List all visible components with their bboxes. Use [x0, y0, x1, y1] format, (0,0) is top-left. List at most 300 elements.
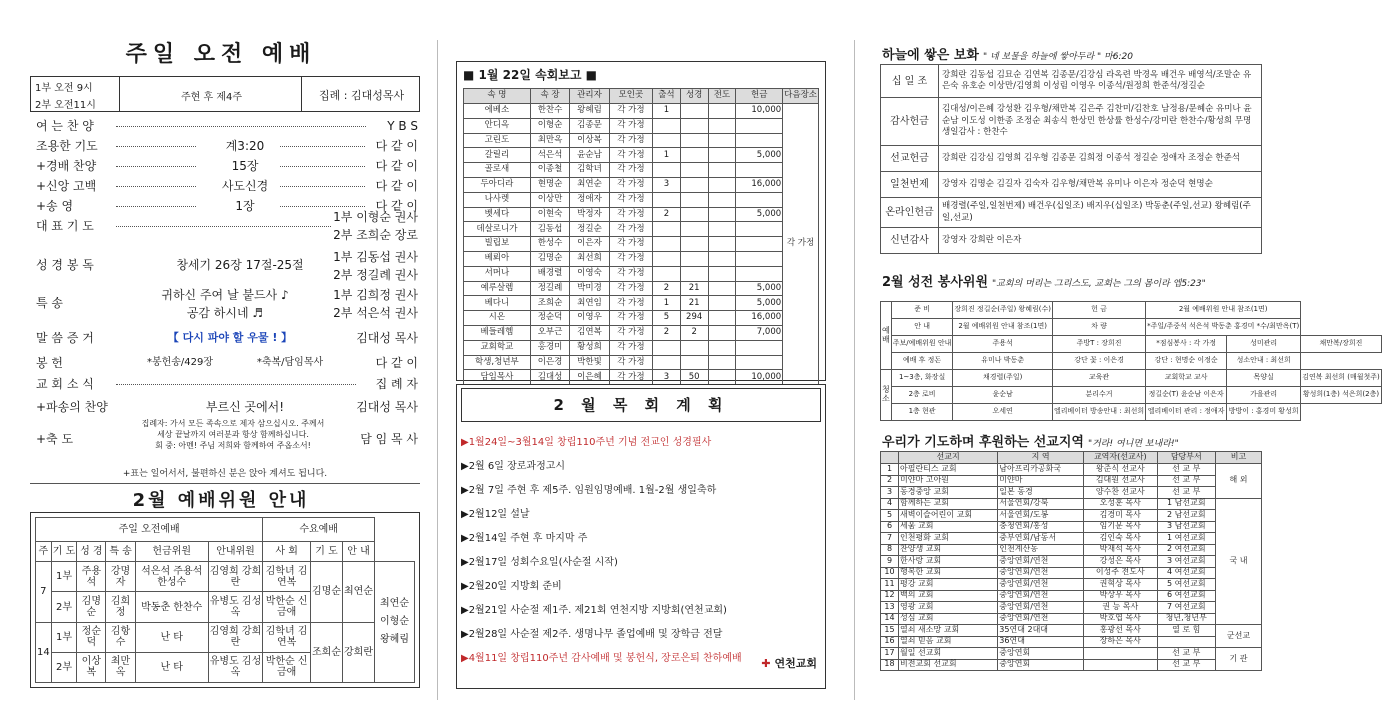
duty-cell: 1부 [51, 562, 77, 592]
duty-cell: 2부 [51, 652, 77, 682]
duty-cell: 박동춘 한찬수 [135, 592, 208, 622]
service-cell: 성미관리 [1227, 336, 1301, 353]
cell-value [736, 266, 783, 281]
service-cell: 교회학교 교사 [1146, 370, 1227, 387]
mission-cell: 5 [881, 510, 899, 522]
cell-value: 고린도 [464, 133, 531, 148]
mission-cell: 1 여선교회 [1157, 533, 1215, 545]
mission-cell: 권혁상 목사 [1084, 579, 1158, 591]
treasure-row [881, 228, 1262, 254]
cell-value [708, 118, 736, 133]
service-row [881, 404, 1382, 421]
cell-value: 이은경 [530, 355, 569, 370]
mission-cell: 선 교 부 [1157, 487, 1215, 499]
service-cell: 목양실 [1227, 370, 1301, 387]
service-cell: *점심봉사 : 각 가정 [1146, 336, 1227, 353]
mission-cell: 장하은 목사 [1084, 636, 1158, 648]
cell-value: 박한빛 [570, 355, 609, 370]
cell-value: 최만옥 [530, 133, 569, 148]
special-song-row: 특 송 귀하신 주여 날 붙드사 ♪ 공감 하시네 ♬ 1부 김희정 권사 2부 석은석 권사 [36, 288, 418, 320]
cell-row [464, 118, 819, 133]
cell-value: 에베소 [464, 104, 531, 119]
cell-value: 이은혜 [570, 370, 609, 385]
mission-cell: 평강 교회 [899, 579, 998, 591]
mission-cell: 강성은 목사 [1084, 556, 1158, 568]
cell-value: 최연임 [570, 296, 609, 311]
mission-cell: 세움 교회 [899, 521, 998, 533]
cell-table [463, 88, 819, 385]
mission-cell: 4 [881, 498, 899, 510]
cell-row [464, 177, 819, 192]
time-1: 1부 오전 9시 [35, 83, 93, 94]
cell-value: 각 가정 [609, 237, 652, 252]
treasure-label: 온라인헌금 [881, 198, 939, 228]
service-row [881, 336, 1382, 353]
cell-row [464, 340, 819, 355]
mission-row [881, 544, 1262, 556]
duty-col-header: 기 도 [311, 542, 343, 562]
cell-value: 예루살렘 [464, 281, 531, 296]
cell-row [464, 192, 819, 207]
treasure-label: 감사헌금 [881, 98, 939, 146]
mission-cell: 청년,청년부 [1157, 613, 1215, 625]
cell-value: 2 [680, 325, 708, 340]
cell-value: 각 가정 [609, 118, 652, 133]
cell-value: 황성희 [570, 340, 609, 355]
offering-row: 봉 헌 *봉헌송/429장 *축복/담임목사 다 같 이 [36, 356, 418, 370]
cell-value: 각 가정 [609, 163, 652, 178]
treasure-label: 선교헌금 [881, 146, 939, 172]
cell-value [653, 163, 681, 178]
service-table [880, 301, 1382, 421]
cell-value [708, 222, 736, 237]
order-leader: 다 같 이 [375, 199, 418, 213]
mission-cell: 9 [881, 556, 899, 568]
cell-value [708, 207, 736, 222]
mission-col-header [881, 452, 899, 464]
duty-cell: 2부 [51, 592, 77, 622]
service-row [881, 387, 1382, 404]
cell-value: 정순덕 [530, 311, 569, 326]
cell-report-box [456, 61, 826, 381]
cell-value: 각 가정 [609, 296, 652, 311]
service-cell: 주방T : 장희진 [1052, 336, 1145, 353]
cell-value: 이영우 [570, 311, 609, 326]
cell-value: 데살로니가 [464, 222, 531, 237]
cell-value: 현명순 [530, 177, 569, 192]
mission-row [881, 498, 1262, 510]
cell-value: 배경렬 [530, 266, 569, 281]
cell-value: 윤순남 [570, 148, 609, 163]
duty-cell: 최연순 이형순 왕혜림 [375, 562, 415, 683]
mission-cell: 13 [881, 602, 899, 614]
mission-cell: 4 여선교회 [1157, 567, 1215, 579]
mission-cell: 왕준식 선교사 [1084, 464, 1158, 476]
mission-cell: 행복한 교회 [899, 567, 998, 579]
order-label: 조용한 기도 [36, 139, 98, 153]
treasure-names: 강영자 김명순 김길자 김숙자 김우형/채만복 유미나 이은자 정순덕 현명순 [939, 172, 1262, 198]
treasure-label: 신년감사 [881, 228, 939, 254]
cell-value: 최선희 [570, 251, 609, 266]
prayer-row: 대 표 기 도 1부 이형순 권사 2부 조희순 장로 [36, 210, 418, 242]
order-label: +신앙 고백 [36, 179, 97, 193]
treasure-names: 강영자 강희란 이은자 [939, 228, 1262, 254]
cell-value [680, 163, 708, 178]
mission-row [881, 464, 1262, 476]
cell-value: 베다니 [464, 296, 531, 311]
cell-value [680, 148, 708, 163]
cell-value [708, 266, 736, 281]
cell-row [464, 222, 819, 237]
cell-value [680, 192, 708, 207]
mission-cell: 한사랑 교회 [899, 556, 998, 568]
worship-title: 주일 오전 예배 [125, 42, 317, 67]
mission-note: 해 외 [1216, 464, 1262, 499]
order-leader: 다 같 이 [375, 179, 418, 193]
mission-cell: 10 [881, 567, 899, 579]
mission-cell: 중부연회/남동서 [998, 533, 1084, 545]
cell-value: 각 가정 [609, 325, 652, 340]
treasure-box [880, 64, 1262, 254]
service-cell: 1층 현관 [891, 404, 953, 421]
duty-col-header: 안 내 [342, 542, 374, 562]
cell-value: 2 [653, 325, 681, 340]
mission-cell: 중앙연회/연천 [998, 613, 1084, 625]
service-cell: 2층 로비 [891, 387, 953, 404]
mission-cell: 박재석 목사 [1084, 544, 1158, 556]
cell-value: 골로새 [464, 163, 531, 178]
cell-value: 이상만 [530, 192, 569, 207]
cell-value: 각 가정 [609, 192, 652, 207]
cell-row [464, 207, 819, 222]
cell-value: 김연복 [570, 325, 609, 340]
officiant: 집례 : 김대성목사 [319, 89, 405, 102]
service-row [881, 302, 1382, 319]
duty-row [36, 562, 415, 592]
duty-col-header: 안내위원 [208, 542, 263, 562]
duty-cell: 박한순 신금애 [263, 592, 311, 622]
service-cell: 헌 금 [1052, 302, 1145, 319]
cell-value [708, 311, 736, 326]
cell-value [708, 177, 736, 192]
mission-cell: 박호엽 목사 [1084, 613, 1158, 625]
cell-value [680, 133, 708, 148]
time-2: 2부 오전11시 [35, 100, 96, 111]
cell-value [708, 355, 736, 370]
service-cell: 분리수거 [1052, 387, 1145, 404]
cell-col-header: 다음장소 [783, 89, 819, 104]
cell-value [708, 281, 736, 296]
service-row [881, 353, 1382, 370]
cell-row [464, 325, 819, 340]
duty-cell: 김학녀 김연복 [263, 622, 311, 652]
cell-value: 교회학교 [464, 340, 531, 355]
cell-value: 박정자 [570, 207, 609, 222]
cell-row [464, 266, 819, 281]
mission-cell: 중앙연회 [998, 659, 1084, 671]
mission-cell [1157, 636, 1215, 648]
service-cell: 채경렬(주일) [953, 370, 1053, 387]
service-cell: 차 량 [1052, 319, 1145, 336]
cell-report-title: ■ 1월 22일 속회보고 ■ [463, 68, 597, 82]
plan-item: ▶4월11일 창립110주년 감사예배 및 봉헌식, 장로은퇴 찬하예배 [461, 653, 742, 664]
mission-cell: 찬양생 교회 [899, 544, 998, 556]
service-row [881, 370, 1382, 387]
cell-value: 이은자 [570, 237, 609, 252]
cell-value [736, 237, 783, 252]
duty-cell: 김학녀 김연복 [263, 562, 311, 592]
mission-col-header: 비고 [1216, 452, 1262, 464]
cell-value [736, 251, 783, 266]
duty-cell: 정순덕 [77, 622, 106, 652]
mission-cell: 박상우 목사 [1084, 590, 1158, 602]
plan-item: ▶2월17일 성회수요일(사순절 시작) [461, 557, 618, 568]
cell-value: 5,000 [736, 148, 783, 163]
mission-cell: 6 여선교회 [1157, 590, 1215, 602]
cell-value: 5,000 [736, 281, 783, 296]
cell-value [708, 296, 736, 311]
mission-cell: 3 [881, 487, 899, 499]
duty-cell: 김명순 [77, 592, 106, 622]
service-cell: *주일/주중석 석은석 박동춘 홍경미 *수/최만옥(T) [1146, 319, 1301, 336]
footnote: +표는 일어서서, 불편하신 분은 앉아 계셔도 됩니다. [122, 469, 328, 479]
cell-value: 김종문 [570, 118, 609, 133]
cell-value [680, 266, 708, 281]
cell-value: 5,000 [736, 296, 783, 311]
cell-value [680, 340, 708, 355]
cell-value [708, 325, 736, 340]
mission-cell: 미얀마 고아원 [899, 475, 998, 487]
cell-value: 2 [653, 281, 681, 296]
news-row: 교 회 소 식 집 례 자 [36, 377, 418, 391]
service-cell: 2월 예배위원 안내 참조(1면) [1146, 302, 1301, 319]
cell-value: 10,000 [736, 370, 783, 385]
cell-value: 3 [653, 177, 681, 192]
benediction-row: +축 도 집례자: 가서 모든 족속으로 제자 삼으십시오. 주께서 세상 끝날까지 여러분과 항상 함께하십니다. 회 중: 아멘! 주님 저희와 함께하여 주옵소서! 담 임 목 사 [36, 419, 418, 450]
mission-box [880, 451, 1262, 671]
duty-cell: 조희순 [311, 622, 343, 682]
mission-col-header: 지 역 [998, 452, 1084, 464]
cell-row [464, 251, 819, 266]
mission-cell: 충청연회/홍성 [998, 521, 1084, 533]
cell-value: 나사렛 [464, 192, 531, 207]
cell-col-header: 전도 [708, 89, 736, 104]
cell-row [464, 355, 819, 370]
cell-value: 정애자 [570, 192, 609, 207]
sending-row: +파송의 찬양 부르신 곳에서! 김대성 목사 [36, 400, 418, 414]
order-value: 사도신경 [221, 179, 269, 193]
cell-value: 홍경미 [530, 340, 569, 355]
order-leader: Y B S [387, 119, 418, 133]
plan-item: ▶2월28일 사순절 제2주. 생명나무 졸업예배 및 장학금 전달 [461, 629, 723, 640]
service-group: 예 배 [881, 302, 892, 370]
duty-col-header: 헌금위원 [135, 542, 208, 562]
cell-value: 5,000 [736, 207, 783, 222]
order-leader: 다 같 이 [375, 139, 418, 153]
mission-cell: 36연대 [998, 636, 1084, 648]
service-title: 2월 성전 봉사위원 "교회의 머리는 그리스도, 교회는 그의 몸이라 엡5:23" [882, 275, 1206, 290]
duty-table: 주일 오전예배 수요예배 주 기 도 성 경 특 송 헌금위원 안내위원 사 회 기 도 안 내 7 1부 주용석 강명자 석은석 주용석 한성수 김영희 강희란 김학녀 김연복 김명순 최연순 최연순 이형순 왕혜림 2부 김명순 김희정 박동춘 한찬수 유병도 김성옥 박한순 신금애 14 1부 정순덕 김항수 난 타 김영희 강희란 김학녀 김연복 조희순 강희란 2부 이상복 최만옥 난 타 유병도 김성옥 박한순 신금애 [35, 517, 415, 683]
cell-col-header: 속 장 [530, 89, 569, 104]
cell-value: 정길순 [570, 222, 609, 237]
cell-row [464, 311, 819, 326]
mission-cell: 영광 교회 [899, 602, 998, 614]
treasure-row [881, 146, 1262, 172]
duty-title: 2월 예배위원 안내 [132, 490, 310, 511]
cell-value: 최연순 [570, 177, 609, 192]
cell-value [680, 355, 708, 370]
mission-cell: 중앙연회/연천 [998, 602, 1084, 614]
mission-cell: 임기문 목사 [1084, 521, 1158, 533]
giving-column [876, 0, 1380, 723]
duty-week: 7 [36, 562, 52, 622]
mission-cell: 3 남선교회 [1157, 521, 1215, 533]
service-cell: 김연복 최선희 (매월첫주) [1301, 370, 1382, 387]
cell-value [680, 118, 708, 133]
mission-col-header: 담당부서 [1157, 452, 1215, 464]
cell-value [653, 355, 681, 370]
cell-value [736, 355, 783, 370]
service-cell: 정길순(T) 윤순남 이은자 [1146, 387, 1227, 404]
cell-value: 한찬수 [530, 104, 569, 119]
mission-cell: 선 교 부 [1157, 475, 1215, 487]
cell-value: 조희순 [530, 296, 569, 311]
plan-item: ▶2월20일 지방회 준비 [461, 581, 562, 592]
cell-value: 21 [680, 281, 708, 296]
cell-value: 각 가정 [609, 311, 652, 326]
service-cell: 장희진 정길순(주일) 왕혜림(수) [953, 302, 1053, 319]
cell-value: 16,000 [736, 311, 783, 326]
duty-cell: 유병도 김성옥 [208, 592, 263, 622]
next-place: 각 가정 [783, 104, 819, 385]
service-cell: 엘리베이터 방송안내 : 최선희 [1052, 404, 1145, 421]
plan-item: ▶2월 7일 주현 후 제5주. 임원임명예배. 1월-2월 생일축하 [461, 485, 717, 496]
mission-cell: 양수찬 선교사 [1084, 487, 1158, 499]
cell-value: 3 [653, 370, 681, 385]
cell-value [708, 163, 736, 178]
mission-cell: 중앙연회/연천 [998, 567, 1084, 579]
duty-cell: 1부 [51, 622, 77, 652]
mission-row [881, 636, 1262, 648]
cell-value: 각 가정 [609, 281, 652, 296]
treasure-label: 십 일 조 [881, 65, 939, 98]
cell-value: 담임목사 [464, 370, 531, 385]
mission-cell: 35연대 2대대 [998, 625, 1084, 637]
cell-value: 베들레헴 [464, 325, 531, 340]
cell-value: 시온 [464, 311, 531, 326]
cell-value [680, 251, 708, 266]
mission-cell: 16 [881, 636, 899, 648]
mission-cell: 중앙연회/연천 [998, 590, 1084, 602]
cell-row [464, 163, 819, 178]
cell-value: 각 가정 [609, 207, 652, 222]
report-column [450, 0, 832, 723]
treasure-names: 김대성/이은혜 강성환 김우형/채만복 김은주 김찬미/김찬호 남정용/문혜순 유미나 윤순남 이도성 이한종 조정순 최송식 한상민 한상률 한성수/강미란 한찬수/황성희 무명 생일감사 : 한찬수 [939, 98, 1262, 146]
cell-value [708, 340, 736, 355]
cell-value: 각 가정 [609, 340, 652, 355]
mission-cell: 김대원 선교사 [1084, 475, 1158, 487]
cell-value [680, 207, 708, 222]
mission-note: 군선교 [1216, 625, 1262, 648]
cell-row [464, 237, 819, 252]
treasure-row [881, 172, 1262, 198]
cell-value: 이형순 [530, 118, 569, 133]
plan-item: ▶2월 6일 장로과정고시 [461, 461, 566, 472]
mission-row [881, 602, 1262, 614]
cell-value: 이종철 [530, 163, 569, 178]
duty-col-header: 성 경 [77, 542, 106, 562]
mission-cell: 오성훈 목사 [1084, 498, 1158, 510]
cell-value: 두아디라 [464, 177, 531, 192]
cell-col-header: 출석 [653, 89, 681, 104]
mission-cell: 2 여선교회 [1157, 544, 1215, 556]
cell-value: 베뢰아 [464, 251, 531, 266]
mission-cell: 성심 교회 [899, 613, 998, 625]
mission-cell: 선 교 부 [1157, 464, 1215, 476]
cell-value [708, 251, 736, 266]
treasure-row [881, 198, 1262, 228]
service-cell: 황성희(1층) 석은희(2층) [1301, 387, 1382, 404]
service-cell: 강단 : 현명순 이정순 [1146, 353, 1227, 370]
duty-cell: 최만옥 [106, 652, 135, 682]
service-cell: 교육관 [1052, 370, 1145, 387]
duty-cell: 주용석 [77, 562, 106, 592]
duty-cell: 김영희 강희란 [208, 562, 263, 592]
church-logo: ✚ 연천교회 [761, 657, 817, 670]
cell-value: 벳세다 [464, 207, 531, 222]
cell-value [708, 133, 736, 148]
service-cell: 안 내 [891, 319, 953, 336]
cell-value [653, 133, 681, 148]
mission-row [881, 556, 1262, 568]
duty-cell: 김항수 [106, 622, 135, 652]
cell-value: 이상복 [570, 133, 609, 148]
mission-row [881, 590, 1262, 602]
cell-value: 서머나 [464, 266, 531, 281]
mission-cell: 홍광선 목사 [1084, 625, 1158, 637]
plan-item: ▶2월14일 주현 후 마지막 주 [461, 533, 588, 544]
cell-value [736, 222, 783, 237]
mission-table [880, 451, 1262, 671]
treasure-names: 배경렬(주일,일천번제) 배건우(십일조) 배지우(십일조) 박동춘(주일,선교) 왕혜림(주일,선교) [939, 198, 1262, 228]
cell-value: 오부근 [530, 325, 569, 340]
worship-column [22, 0, 420, 723]
mission-cell: 11 [881, 579, 899, 591]
mission-cell: 김인숙 목사 [1084, 533, 1158, 545]
service-cell: 주용석 [953, 336, 1053, 353]
mission-row [881, 613, 1262, 625]
order-row [30, 137, 420, 155]
mission-cell: 중앙연회/연천 [998, 579, 1084, 591]
mission-cell: 1 [881, 464, 899, 476]
duty-cell: 강희란 [342, 622, 374, 682]
duty-col-header: 특 송 [106, 542, 135, 562]
cell-value: 각 가정 [609, 133, 652, 148]
cell-value: 안디옥 [464, 118, 531, 133]
service-cell: 예배 후 정돈 [891, 353, 953, 370]
plan-item: ▶2월21일 사순절 제1주. 제21회 연천지방 지방회(연천교회) [461, 605, 727, 616]
cell-value: 10,000 [736, 104, 783, 119]
mission-note: 국 내 [1216, 498, 1262, 625]
duty-cell: 이상복 [77, 652, 106, 682]
mission-cell: 서울연회/도봉 [998, 510, 1084, 522]
mission-cell: 중앙연회/연천 [998, 556, 1084, 568]
mission-cell: 1 남선교회 [1157, 498, 1215, 510]
cell-value [736, 133, 783, 148]
mission-cell: 2 [881, 475, 899, 487]
cell-row [464, 133, 819, 148]
cell-value [680, 104, 708, 119]
